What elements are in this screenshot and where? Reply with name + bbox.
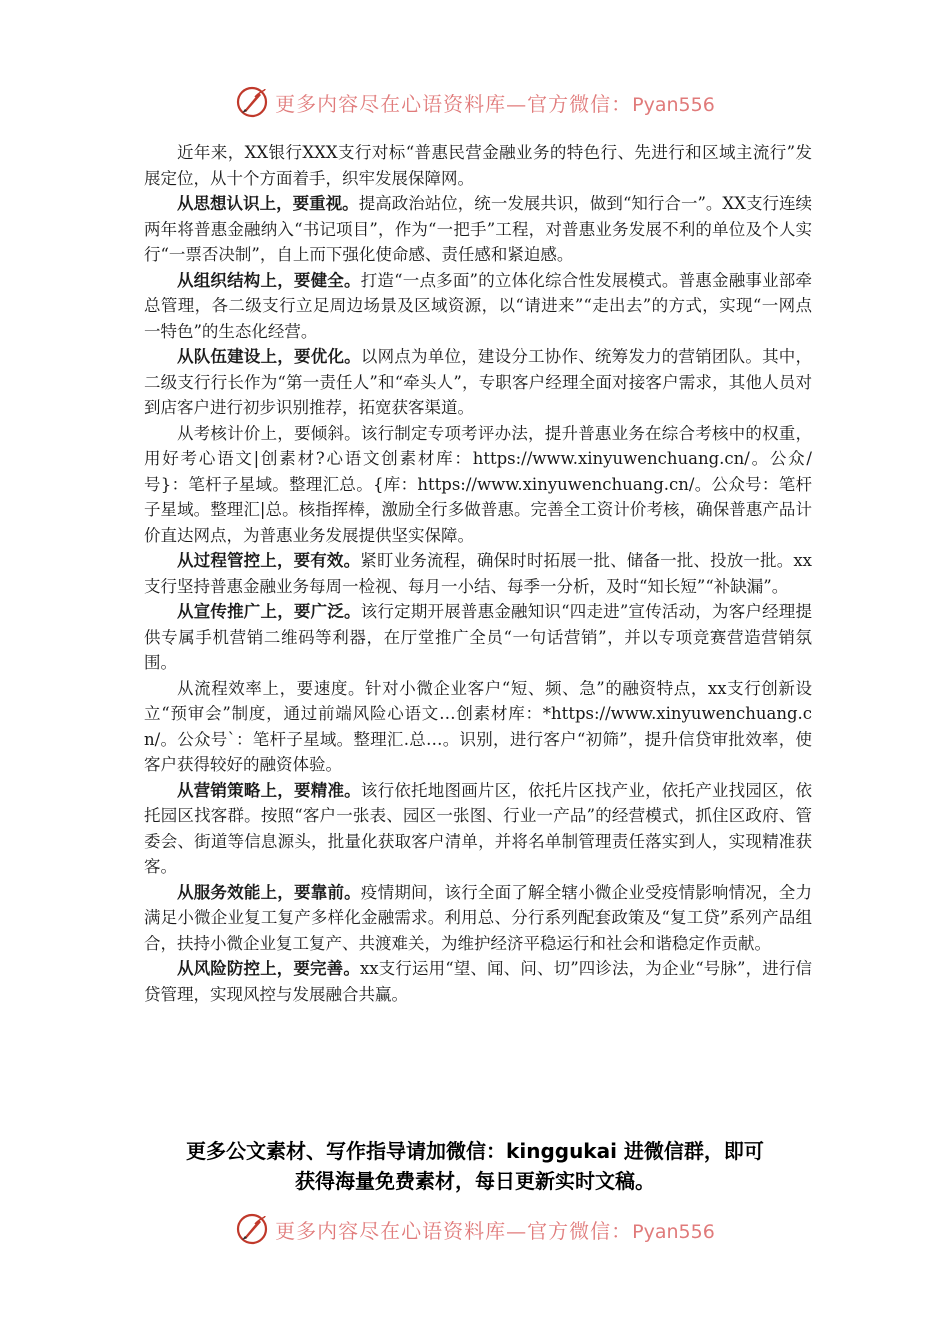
quill-pen-icon [235,85,269,119]
paragraph-efficiency [144,676,812,778]
paragraph-lead: 从过程管控上，要有效。 [177,551,361,570]
paragraph-text: 紧盯业务流程，确保时时拓展一批、储备一批、投放一批。xx支行坚持普惠金融业务每周一检视、每月一小结、每季一分析，及时“知长短”“补缺漏”。 [144,551,812,596]
paragraph-text: 疫情期间，该行全面了解全辖小微企业受疫情影响情况，全力满足小微企业复工复产多样化金融需求。利用总、分行系列配套政策及“复工贷”系列产品组合，扶持小微企业复工复产、共渡难关，为维护经济平稳运行和社会和谐稳定作贡献。 [144,882,813,953]
paragraph-lead: 从思想认识上，要重视。 [177,194,359,213]
paragraph-text: 提高政治站位，统一发展共识，做到“知行合一”。XX支行连续两年将普惠金融纳入“书记项目”，作为“一把手”工程，对普惠业务发展不利的单位及个人实行“一票否决制”，自上而下强化使命感、责任感和紧迫感。 [144,194,812,264]
footer-banner-text [275,1215,715,1244]
paragraph-risk [144,956,812,1007]
paragraph-intro [144,140,812,191]
header-banner-text [275,88,715,117]
paragraph-text: 从流程效率上，要速度。针对小微企业客户“短、频、急”的融资特点，xx支行创新设立“预审会”制度，通过前端风险心语文…创素材库：*https://www.xinyuwenchuang.cn/。公众号`：笔杆子星域。整理汇.总…。识别，进行客户“初筛”，提升信贷审批效率，使客户获得较好的融资体验。 [144,678,812,774]
paragraph-lead: 从营销策略上，要精准。 [177,780,361,800]
paragraph-text: 该行定期开展普惠金融知识“四走进”宣传活动，为客户经理提供专属手机营销二维码等利器，在厅堂推广全员“一句话营销”，并以专项竞赛营造营销氛围。 [144,602,813,672]
paragraph-promotion [144,599,812,676]
paragraph-assessment [144,421,812,549]
footer-note-line2: 获得海量免费素材，每日更新实时文稿。 [295,1169,655,1193]
quill-pen-icon [235,1212,269,1246]
footer-banner-handle: Pyan556 [632,1220,715,1243]
paragraph-text: 近年来，XX银行XXX支行对标“普惠民营金融业务的特色行、先进行和区域主流行”发展定位，从十个方面着手，织牢发展保障网。 [144,143,812,188]
footer-banner-inner [235,1212,715,1246]
paragraph-marketing [144,778,812,880]
paragraph-text: 从考核计价上，要倾斜。该行制定专项考评办法，提升普惠业务在综合考核中的权重，用好考心语文|创素材?心语文创素材库：https://www.xinyuwenchuang.cn/。公众/号}：笔杆子星域。整理汇总。{库：https://www.xinyuwenchuang.cn/。公众号：笔杆子星域。整理汇|总。核指挥棒，激励全行多做普惠。完善全工资计价考核，确保普惠产品计价直达网点，为普惠业务发展提供坚实保障。 [144,423,812,545]
paragraph-organization [144,268,812,345]
footer-note [100,1136,850,1196]
article-body [144,140,812,1007]
header-banner-label: 更多内容尽在心语资料库—官方微信： [275,91,633,116]
paragraph-text: 以网点为单位，建设分工协作、统筹发力的营销团队。其中，二级支行行长作为“第一责任人”和“牵头人”，专职客户经理全面对接客户需求，其他人员对到店客户进行初步识别推荐，拓宽获客渠道。 [144,347,813,417]
paragraph-lead: 从服务效能上，要靠前。 [177,882,361,902]
paragraph-lead: 从队伍建设上，要优化。 [177,347,361,366]
paragraph-team [144,344,812,421]
footer-banner [0,1207,950,1251]
paragraph-lead: 从风险防控上，要完善。 [177,959,360,978]
footer-note-line1: 更多公文素材、写作指导请加微信：kinggukai 进微信群，即可 [186,1139,764,1163]
paragraph-service [144,880,812,957]
footer-banner-label: 更多内容尽在心语资料库—官方微信： [275,1218,633,1243]
header-banner-handle: Pyan556 [632,93,715,116]
paragraph-process [144,548,812,599]
paragraph-lead: 从组织结构上，要健全。 [177,270,361,290]
header-banner [0,80,950,124]
paragraph-thinking [144,191,812,268]
paragraph-text: 打造“一点多面”的立体化综合性发展模式。普惠金融事业部牵总管理，各二级支行立足周边场景及区域资源，以“请进来”“走出去”的方式，实现“一网点一特色”的生态化经营。 [144,270,813,341]
header-banner-inner [235,85,715,119]
paragraph-lead: 从宣传推广上，要广泛。 [177,602,361,621]
paragraph-text: xx支行运用“望、闻、问、切”四诊法，为企业“号脉”，进行信贷管理，实现风控与发展融合共赢。 [144,959,812,1004]
paragraph-text: 该行依托地图画片区，依托片区找产业，依托产业找园区，依托园区找客群。按照“客户一张表、园区一张图、行业一产品”的经营模式，抓住区政府、管委会、街道等信息源头，批量化获取客户清单，并将名单制管理责任落实到人，实现精准获客。 [144,780,813,876]
